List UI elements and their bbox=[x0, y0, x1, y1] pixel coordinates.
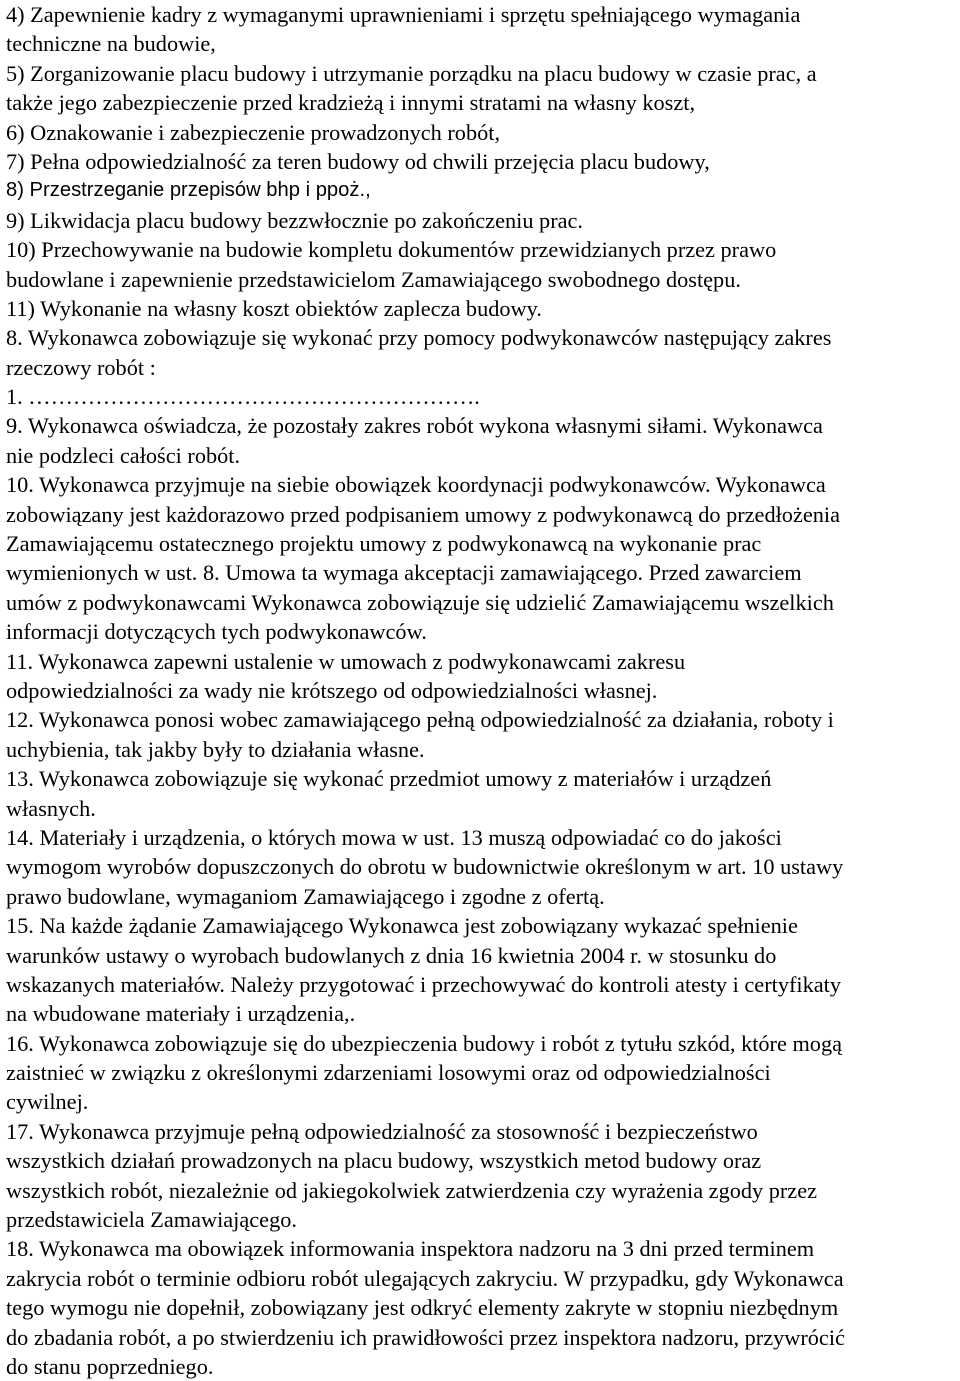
text-line: 1. ……………………………………………………. bbox=[6, 384, 480, 410]
text-line: wymienionych w ust. 8. Umowa ta wymaga akceptacji zamawiającego. Przed zawarciem bbox=[6, 560, 802, 586]
text-line: przedstawiciela Zamawiającego. bbox=[6, 1207, 297, 1233]
text-line: także jego zabezpieczenie przed kradzieżą i innymi stratami na własny koszt, bbox=[6, 90, 696, 116]
text-line: nie podzleci całości robót. bbox=[6, 442, 241, 468]
text-line: cywilnej. bbox=[6, 1089, 89, 1115]
text-line: wymogom wyrobów dopuszczonych do obrotu w budownictwie określonym w art. 10 ustawy bbox=[6, 854, 844, 880]
text-line: uchybienia, tak jakby były to działania własne. bbox=[6, 736, 425, 762]
text-line: 13. Wykonawca zobowiązuje się wykonać przedmiot umowy z materiałów i urządzeń bbox=[6, 766, 772, 792]
text-line: 16. Wykonawca zobowiązuje się do ubezpieczenia budowy i robót z tytułu szkód, które mogą bbox=[6, 1030, 842, 1056]
text-line: warunków ustawy o wyrobach budowlanych z dnia 16 kwietnia 2004 r. w stosunku do bbox=[6, 942, 777, 968]
text-line: rzeczowy robót : bbox=[6, 354, 156, 380]
text-line: budowlane i zapewnienie przedstawicielom Zamawiającego swobodnego dostępu. bbox=[6, 266, 741, 292]
text-line: wszystkich robót, niezależnie od jakiegokolwiek zatwierdzenia czy wyrażenia zgody przez bbox=[6, 1177, 817, 1203]
text-line: 18. Wykonawca ma obowiązek informowania inspektora nadzoru na 3 dni przed terminem bbox=[6, 1236, 815, 1262]
text-line: zakrycia robót o terminie odbioru robót ulegających zakryciu. W przypadku, gdy Wykonawca bbox=[6, 1265, 844, 1291]
text-line: 9) Likwidacja placu budowy bezzwłocznie po zakończeniu prac. bbox=[6, 207, 583, 233]
text-line: 8. Wykonawca zobowiązuje się wykonać przy pomocy podwykonawców następujący zakres bbox=[6, 325, 832, 351]
text-line: zaistnieć w związku z określonymi zdarzeniami losowymi oraz od odpowiedzialności bbox=[6, 1060, 771, 1086]
text-line: 10) Przechowywanie na budowie kompletu dokumentów przewidzianych przez prawo bbox=[6, 237, 777, 263]
text-line: 11. Wykonawca zapewni ustalenie w umowach z podwykonawcami zakresu bbox=[6, 648, 686, 674]
text-line: 12. Wykonawca ponosi wobec zamawiającego pełną odpowiedzialność za działania, roboty i bbox=[6, 707, 834, 733]
text-line: informacji dotyczących tych podwykonawców. bbox=[6, 619, 427, 645]
text-line: na wbudowane materiały i urządzenia,. bbox=[6, 1001, 356, 1027]
text-line: Zamawiającemu ostatecznego projektu umowy z podwykonawcą na wykonanie prac bbox=[6, 531, 762, 557]
text-line: do zbadania robót, a po stwierdzeniu ich prawidłowości przez inspektora nadzoru, przywrócić bbox=[6, 1324, 845, 1350]
text-line: 4) Zapewnienie kadry z wymaganymi uprawnieniami i sprzętu spełniającego wymagania bbox=[6, 2, 801, 27]
text-line: własnych. bbox=[6, 795, 96, 821]
text-line: 6) Oznakowanie i zabezpieczenie prowadzonych robót, bbox=[6, 119, 501, 145]
text-line: 11) Wykonanie na własny koszt obiektów zaplecza budowy. bbox=[6, 295, 542, 321]
text-line: odpowiedzialności za wady nie krótszego od odpowiedzialności własnej. bbox=[6, 677, 658, 703]
text-line: 8) Przestrzeganie przepisów bhp i ppoż., bbox=[6, 179, 371, 202]
text-line: zobowiązany jest każdorazowo przed podpisaniem umowy z podwykonawcą do przedłożenia bbox=[6, 501, 840, 527]
text-line: 15. Na każde żądanie Zamawiającego Wykonawca jest zobowiązany wykazać spełnienie bbox=[6, 913, 798, 939]
text-line: do stanu poprzedniego. bbox=[6, 1353, 214, 1379]
text-line: 10. Wykonawca przyjmuje na siebie obowiązek koordynacji podwykonawców. Wykonawca bbox=[6, 472, 826, 498]
text-line: 5) Zorganizowanie placu budowy i utrzymanie porządku na placu budowy w czasie prac, a bbox=[6, 60, 817, 86]
text-line: wszystkich działań prowadzonych na placu budowy, wszystkich metod budowy oraz bbox=[6, 1148, 762, 1174]
text-line: 7) Pełna odpowiedzialność za teren budowy od chwili przejęcia placu budowy, bbox=[6, 148, 710, 174]
text-line: techniczne na budowie, bbox=[6, 31, 216, 57]
text-line: wskazanych materiałów. Należy przygotować i przechowywać do kontroli atesty i certyfikaty bbox=[6, 971, 841, 997]
text-line: 17. Wykonawca przyjmuje pełną odpowiedzialność za stosowność i bezpieczeństwo bbox=[6, 1118, 758, 1144]
text-line: prawo budowlane, wymaganiom Zamawiającego i zgodne z ofertą. bbox=[6, 883, 605, 909]
text-line: 9. Wykonawca oświadcza, że pozostały zakres robót wykona własnymi siłami. Wykonawca bbox=[6, 413, 823, 439]
text-line: 14. Materiały i urządzenia, o których mowa w ust. 13 muszą odpowiadać co do jakości bbox=[6, 824, 782, 850]
text-line: tego wymogu nie dopełnił, zobowiązany jest odkryć elementy zakryte w stopniu niezbędnym bbox=[6, 1295, 839, 1321]
text-line: umów z podwykonawcami Wykonawca zobowiązuje się udzielić Zamawiającemu wszelkich bbox=[6, 589, 834, 615]
